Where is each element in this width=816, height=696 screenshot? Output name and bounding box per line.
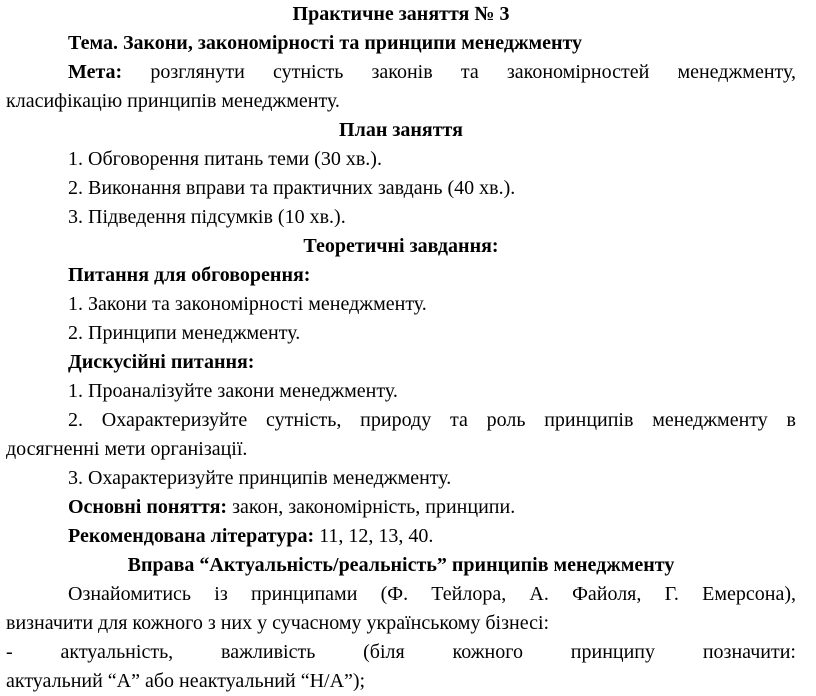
debate-item-2-line-2: досягненні мети організації. [6,438,248,460]
debate-item-3: 3. Охарактеризуйте принципів менеджменту. [68,467,452,489]
plan-heading: План заняття [339,119,463,141]
topic-label: Тема. [68,32,118,54]
debate-item-2-line-1: 2. Охарактеризуйте сутність, природу та роль принципів менеджменту в [68,409,796,431]
literature-line [6,522,796,551]
exercise-line-3: - актуальність, важливість (біля кожного принципу позначити: [6,641,796,663]
exercise-line-4: актуальний “А” або неактуальний “Н/А”); [6,670,366,692]
concepts-line [6,493,796,522]
plan-item-2: 2. Виконання вправи та практичних завдань (40 хв.). [68,177,516,199]
goal-line-1 [6,58,796,87]
goal-line-2: класифікацію принципів менеджменту. [6,90,340,112]
debate-heading: Дискусійні питання: [68,351,255,373]
plan-item-1: 1. Обговорення питань теми (30 хв.). [68,148,382,170]
plan-item-3: 3. Підведення підсумків (10 хв.). [68,206,346,228]
document-page [6,0,796,696]
exercise-heading: Вправа “Актуальність/реальність” принципів менеджменту [127,554,675,576]
goal-label: Мета: [68,61,123,83]
literature-label: Рекомендована література: [68,525,315,547]
exercise-line-1: Ознайомитись із принципами (Ф. Тейлора, А. Файоля, Г. Емерсона), [68,583,796,605]
concepts-text: закон, закономірність, принципи. [232,496,516,518]
literature-text: 11, 12, 13, 40. [319,525,434,547]
topic-line [6,29,796,58]
concepts-label: Основні поняття: [68,496,228,518]
discussion-question-1: 1. Закони та закономірності менеджменту. [68,293,427,315]
exercise-line-2: визначити для кожного з них у сучасному українському бізнесі: [6,612,550,634]
goal-text-1: розглянути сутність законів та закономірностей менеджменту, [150,61,796,83]
discussion-question-2: 2. Принципи менеджменту. [68,322,301,344]
topic-text: Закони, закономірності та принципи менеджменту [122,32,583,54]
theory-heading: Теоретичні завдання: [303,235,499,257]
discussion-questions-heading: Питання для обговорення: [68,264,311,286]
debate-item-1: 1. Проаналізуйте закони менеджменту. [68,380,398,402]
document-title: Практичне заняття № 3 [292,3,510,25]
